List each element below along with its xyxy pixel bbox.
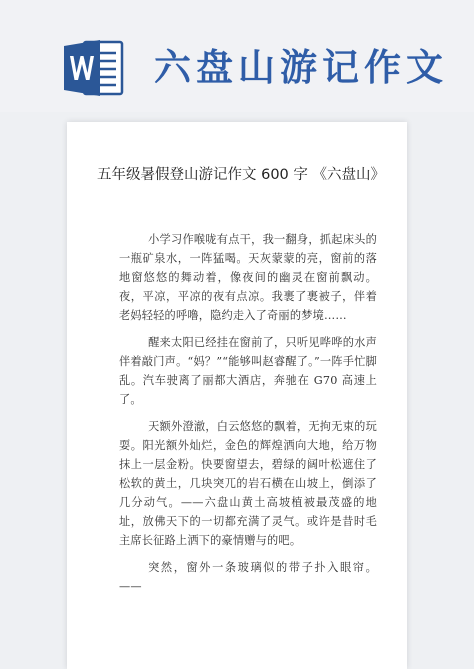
document-page bbox=[67, 122, 407, 669]
paragraph: 醒来太阳已经挂在窗前了，只听见哗哗的水声伴着敲门声。“妈？”“能够叫赵睿醒了。”一阵手忙脚乱。汽车驶离了丽都大酒店，奔驰在 G70 高速上了。 bbox=[119, 336, 377, 406]
paragraph: 天额外澄澈，白云悠悠的飘着，无拘无束的玩耍。阳光额外灿烂，金色的辉煌洒向大地，给万物抹上一层金粉。快要窗望去，碧绿的阔叶松遮住了松软的黄土，几块突兀的岩石横在山坡上，倒添了几分动气。——六盘山黄土高坡植被最茂盛的地址，放佛天下的一切都充满了灵气。或许是昔时毛主席长征路上洒下的豪情赠与的吧。 bbox=[119, 420, 377, 547]
paragraph: 小学习作喉咙有点干，我一翻身，抓起床头的一瓶矿泉水，一阵猛喝。天灰蒙蒙的亮，窗前的落地窗悠悠的舞动着，像夜间的幽灵在窗前飘动。夜，平凉，平凉的夜有点凉。我裹了裹被子，伴着老妈轻轻的呼噜，隐约走入了奇丽的梦境…… bbox=[119, 233, 377, 322]
banner-title: 六盘山游记作文 bbox=[154, 46, 448, 89]
document-body bbox=[119, 230, 377, 604]
header-banner bbox=[0, 0, 474, 112]
paragraph: 突然，窗外一条玻璃似的带子扑入眼帘。 —— bbox=[119, 561, 377, 593]
word-document-icon bbox=[62, 36, 126, 100]
document-title: 五年级暑假登山游记作文 600 字 《六盘山》 bbox=[97, 167, 386, 183]
